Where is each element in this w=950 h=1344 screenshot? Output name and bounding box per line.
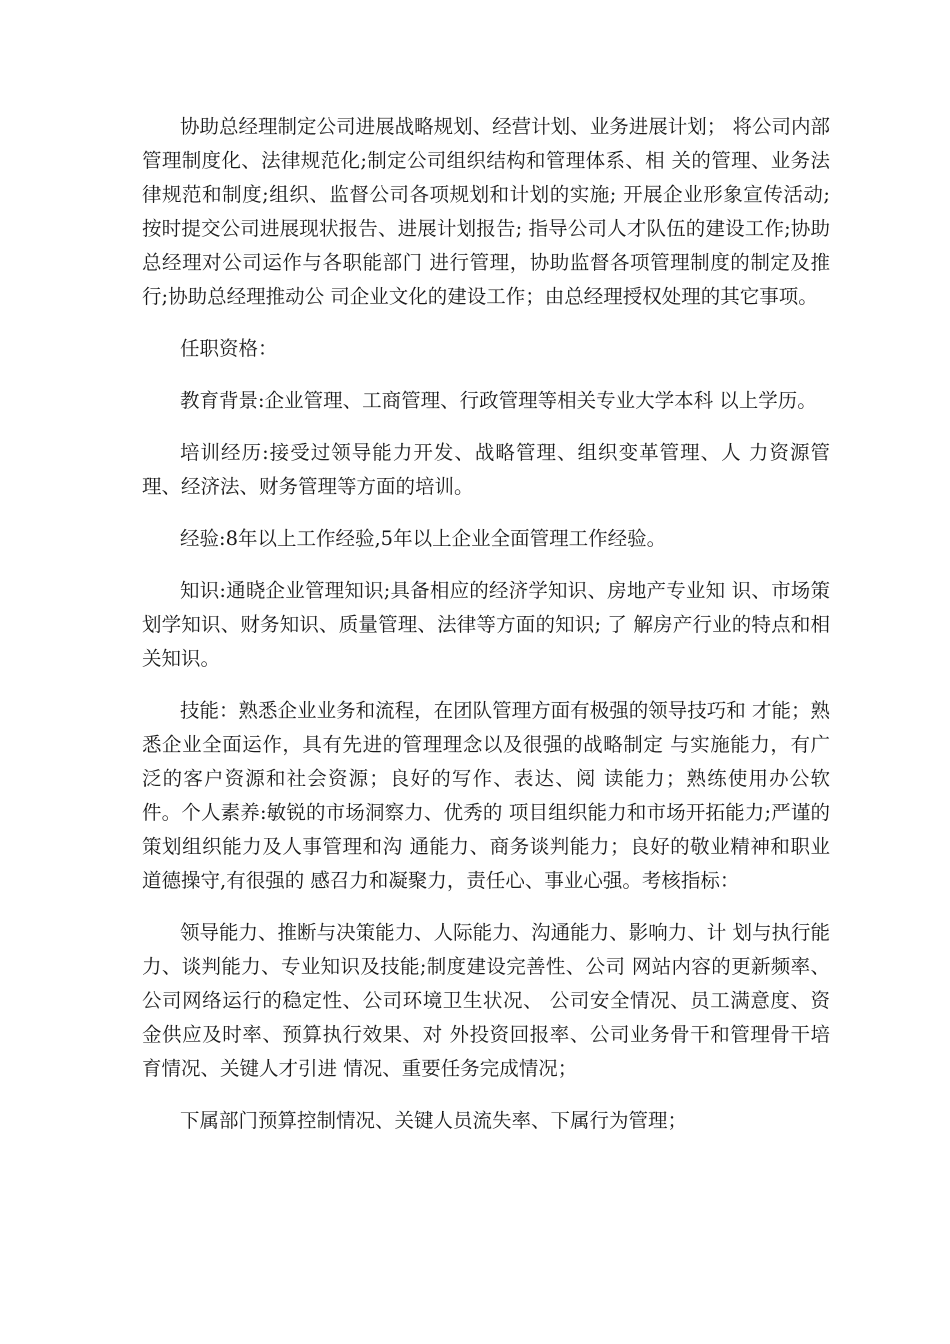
paragraph-responsibilities: 协助总经理制定公司进展战略规划、经营计划、业务进展计划； 将公司内部管理制度化、法律规范化;制定公司组织结构和管理体系、相 关的管理、业务法律规范和制度;组织、监督公司各项规划和计划的实施; 开展企业形象宣传活动;按时提交公司进展现状报告、进展计划报告; 指导公司人才队伍的建设工作;协助总经理对公司运作与各职能部门 进行管理，协助监督各项管理制度的制定及推行;协助总经理推动公 司企业文化的建设工作；由总经理授权处理的其它事项。 (142, 115, 830, 308)
paragraph-experience: 经验:8年以上工作经验,5年以上企业全面管理工作经验。 (180, 527, 667, 550)
paragraph-education: 教育背景:企业管理、工商管理、行政管理等相关专业大学本科 以上学历。 (180, 389, 817, 412)
paragraph-knowledge: 知识:通晓企业管理知识;具备相应的经济学知识、房地产专业知 识、市场策划学知识、财务知识、质量管理、法律等方面的知识; 了 解房产行业的特点和相关知识。 (142, 579, 830, 670)
paragraph-assessment-metrics: 领导能力、推断与决策能力、人际能力、沟通能力、影响力、计 划与执行能力、谈判能力、专业知识及技能;制度建设完善性、公司 网站内容的更新频率、公司网络运行的稳定性、公司环境卫生状况、 公司安全情况、员工满意度、资金供应及时率、预算执行效果、对 外投资回报率、公司业务骨干和管理骨干培育情况、关键人才引进 情况、重要任务完成情况； (142, 921, 830, 1080)
paragraph-department-metrics: 下属部门预算控制情况、关键人员流失率、下属行为管理； (180, 1109, 688, 1132)
paragraph-training: 培训经历:接受过领导能力开发、战略管理、组织变革管理、人 力资源管理、经济法、财务管理等方面的培训。 (142, 441, 830, 498)
paragraph-skills: 技能：熟悉企业业务和流程，在团队管理方面有极强的领导技巧和 才能；熟悉企业全面运作，具有先进的管理理念以及很强的战略制定 与实施能力，有广泛的客户资源和社会资源；良好的写作、表达、阅 读能力；熟练使用办公软件。个人素养:敏锐的市场洞察力、优秀的 项目组织能力和市场开拓能力;严谨的策划组织能力及人事管理和沟 通能力、商务谈判能力；良好的敬业精神和职业道德操守,有很强的 感召力和凝聚力，责任心、事业心强。考核指标： (142, 699, 830, 892)
document-body (142, 110, 830, 1156)
paragraph-qualifications-heading: 任职资格： (180, 337, 278, 360)
